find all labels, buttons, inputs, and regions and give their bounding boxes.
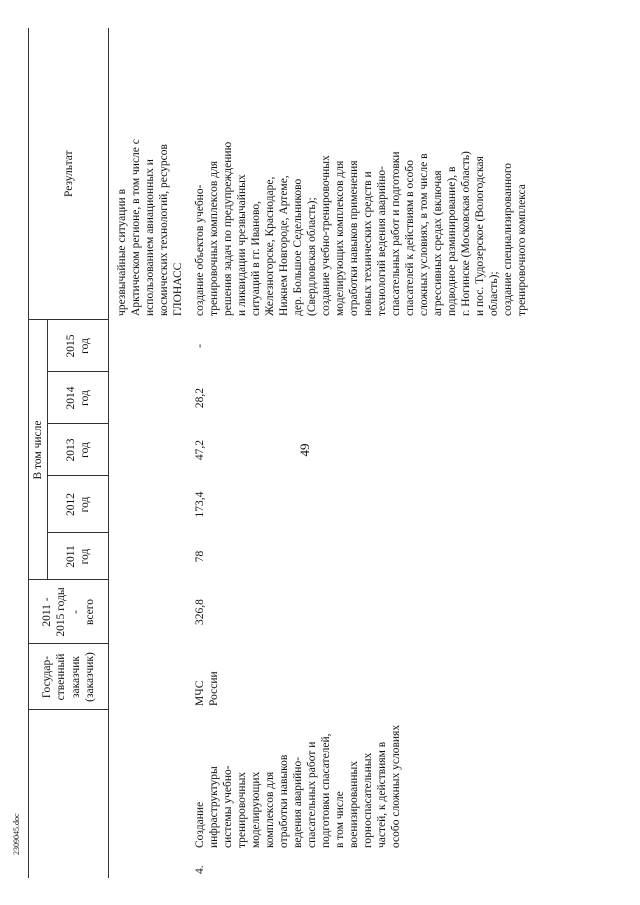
header-year-2012: 2012 год bbox=[48, 476, 109, 533]
continuation-result-text: чрезвычайные ситуации в Арктическом регионе, в том числе с использованием авиационных и космических технологий, ресурсов ГЛОНАСС bbox=[116, 139, 185, 316]
row-result: создание объектов учебно- тренировочных комплексов для решения задач по предупреждению и ликвидации чрезвычайных ситуаций в гг. Иваново, Железногорске, Краснодаре, Нижнем Новгороде, Артеме, дер. Большое Седельниково (Свердловская область); создание учебно-тренировочных моделирующих комплексов для отработки навыков применения новых технических средств и технологий ведения аварийно- спасательных работ и подготовки спасателей к действиям в особо сложных условиях, в том числе в агрессивных средах (включая подводное разминирование), в г. Ногинске (Московская область) и пос. Тудозерское (Вологодская область); создание специализированного тренировочного комплекса bbox=[194, 141, 529, 316]
header-year-2014: 2014 год bbox=[48, 372, 109, 424]
document-id: 2309045.doc bbox=[12, 813, 21, 855]
row-customer: МЧС России bbox=[194, 671, 221, 706]
program-table bbox=[28, 28, 531, 878]
header-including: В том числе bbox=[29, 320, 48, 580]
header-year-2011: 2011 год bbox=[48, 533, 109, 580]
row-value-2015: - bbox=[194, 344, 207, 348]
header-year-2013: 2013 год bbox=[48, 424, 109, 476]
table-row bbox=[191, 28, 531, 878]
row-value-2012: 173,4 bbox=[194, 491, 207, 518]
row-value-2011: 78 bbox=[194, 550, 207, 563]
table-row-continuation bbox=[109, 28, 192, 878]
row-number: 4. bbox=[194, 865, 207, 874]
header-number-cell bbox=[29, 852, 48, 878]
header-number-cell-2 bbox=[48, 852, 109, 878]
row-value-2013: 47,2 bbox=[194, 439, 207, 461]
row-total: 326,8 bbox=[194, 599, 207, 625]
header-result: Результат bbox=[29, 28, 109, 320]
page-number: 49 bbox=[297, 443, 312, 457]
header-name-cell bbox=[29, 710, 48, 852]
header-name-cell-2 bbox=[48, 710, 109, 852]
header-total: 2011 - 2015 годы - всего bbox=[29, 580, 109, 644]
program-table-sheet bbox=[28, 28, 633, 878]
row-name: Создание инфраструктуры системы учебно- тренировочных моделирующих комплексов для отработки навыков ведения аварийно- спасательных работ и подготовки спасателей, в том числе военизированных горноспасательных частей, к действиям в особо сложных условиях bbox=[194, 724, 403, 848]
row-value-2014: 28,2 bbox=[194, 387, 207, 409]
header-customer: Государ- ственный заказчик (заказчик) bbox=[29, 644, 109, 710]
header-year-2015: 2015 год bbox=[48, 320, 109, 372]
